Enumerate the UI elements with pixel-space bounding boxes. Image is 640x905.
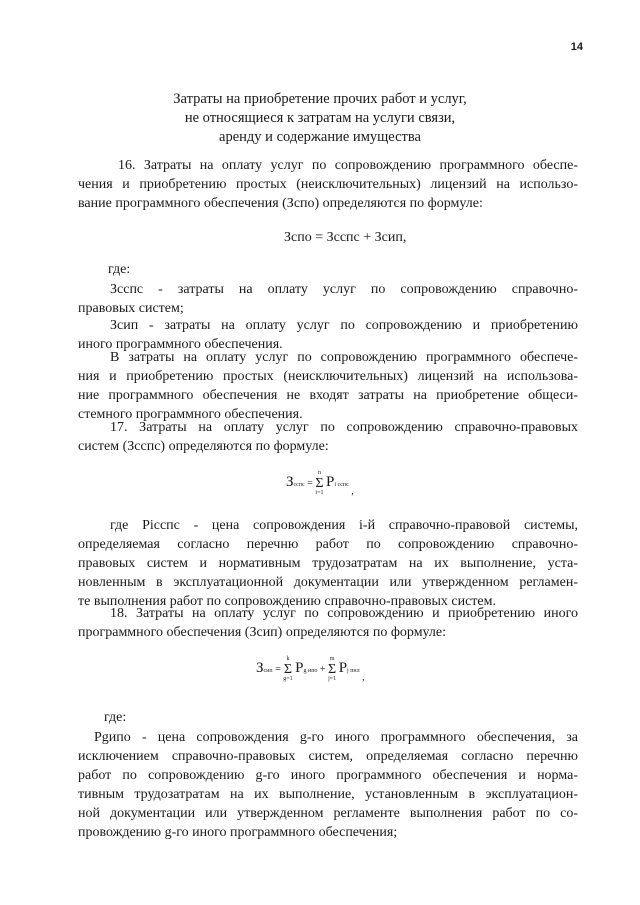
formula-symbol: P <box>338 659 348 676</box>
note-16 <box>78 348 578 424</box>
formula-subscript: сип <box>263 667 273 674</box>
text-line: работ по сопровождению g-го иного программного обеспечения и норма- <box>78 768 578 783</box>
sum-upper-limit: k <box>286 656 290 662</box>
formula-subscript: j пнл <box>347 667 360 674</box>
text-line: иного программного обеспечения. <box>78 337 283 352</box>
text-line: В затраты на оплату услуг по сопровождению программного обеспече- <box>110 350 578 365</box>
text-line: те выполнения работ по сопровождению справочно-правовых систем. <box>78 594 496 609</box>
sigma-symbol: Σ <box>328 662 337 677</box>
text-line: Рgипо - цена сопровождения g-го иного программного обеспечения, за <box>94 730 578 745</box>
text-line: ной документации или утвержденном регламенте выполнения работ по со- <box>78 806 578 821</box>
formula-operator: = <box>307 477 313 489</box>
text-line: ние программного обеспечения не входят затраты на приобретение общеси- <box>78 388 578 403</box>
formula-sip <box>256 656 365 683</box>
text-line: 16. Затраты на оплату услуг по сопровождению программного обеспе- <box>118 158 578 173</box>
sum-lower-limit: i=1 <box>315 490 324 496</box>
definition-sspc <box>78 280 578 318</box>
formula-symbol: З <box>256 659 264 676</box>
title-line: аренду и содержание имущества <box>219 129 421 145</box>
formula-operator: = <box>275 663 281 675</box>
formula-symbol: З <box>286 473 294 490</box>
where-label <box>104 708 304 727</box>
text-line: стемного программного обеспечения. <box>78 407 303 422</box>
text-line: правовых систем и нормативным трудозатратам на их выполнение, уста- <box>78 556 578 571</box>
definition-p-isspc <box>78 516 578 611</box>
title-line: Затраты на приобретение прочих работ и услуг, <box>173 91 467 107</box>
text-line: где Рiсспс - цена сопровождения i-й справочно-правовой системы, <box>110 518 578 533</box>
sum-operator <box>328 656 336 683</box>
formula-spo: Зспо = Зсспс + Зсип, <box>284 230 407 245</box>
formula-punct: , <box>351 485 354 497</box>
text-line: исключением справочно-правовых систем, определяемая согласно перечню <box>78 749 578 764</box>
sum-operator <box>283 656 292 683</box>
text-line: Зсспс - затраты на оплату услуг по сопровождению справочно- <box>110 282 578 297</box>
formula-subscript: g ипо <box>303 667 318 674</box>
text-line: программного обеспечения (Зсип) определяются по формуле: <box>78 625 447 640</box>
formula-sspc <box>286 470 354 497</box>
where-label <box>108 260 308 279</box>
formula-symbol: P <box>295 659 304 676</box>
sum-lower-limit: j=1 <box>328 676 337 682</box>
definition-p-gipo <box>78 728 578 842</box>
formula-operator: + <box>319 663 326 675</box>
formula-symbol: P <box>326 473 335 490</box>
paragraph-18 <box>78 604 578 642</box>
text-line: чения и приобретению простых (неисключительных) лицензий на использо- <box>78 177 578 192</box>
formula-subscript: сспс <box>293 481 305 488</box>
page-number: 14 <box>570 41 583 53</box>
sum-lower-limit: g=1 <box>283 676 293 682</box>
text-line: Зсип - затраты на оплату услуг по сопровождению и приобретению <box>110 318 578 333</box>
text-line: 18. Затраты на оплату услуг по сопровождению и приобретению иного <box>110 606 578 621</box>
section-title <box>0 90 640 147</box>
formula-subscript: i сспс <box>334 481 349 488</box>
sigma-symbol: Σ <box>315 476 324 491</box>
paragraph-17 <box>78 418 578 456</box>
text-line: тивным трудозатратам на их выполнение, установленным в эксплуатацион- <box>78 787 578 802</box>
text-line: где: <box>104 710 127 725</box>
text-line: 17. Затраты на оплату услуг по сопровождению справочно-правовых <box>110 420 578 435</box>
formula-punct: , <box>362 671 365 683</box>
sum-upper-limit: m <box>329 656 335 662</box>
text-line: правовых систем; <box>78 301 184 316</box>
text-line: новленным в эксплуатационной документации или утвержденном регламен- <box>78 575 578 590</box>
text-line: провождению g-го иного программного обеспечения; <box>78 825 398 840</box>
sigma-symbol: Σ <box>283 662 293 677</box>
text-line: определяемая согласно перечню работ по сопровождению справочно- <box>78 537 578 552</box>
text-line: систем (Зсспс) определяются по формуле: <box>78 439 329 454</box>
sum-operator <box>315 470 323 497</box>
title-line: не относящиеся к затратам на услуги связи, <box>184 110 456 126</box>
text-line: где: <box>108 262 131 277</box>
text-line: ния и приобретению простых (неисключительных) лицензий на использова- <box>78 369 578 384</box>
paragraph-16 <box>78 156 578 213</box>
sum-upper-limit: n <box>317 470 321 476</box>
text-line: вание программного обеспечения (Зспо) определяются по формуле: <box>78 196 483 211</box>
